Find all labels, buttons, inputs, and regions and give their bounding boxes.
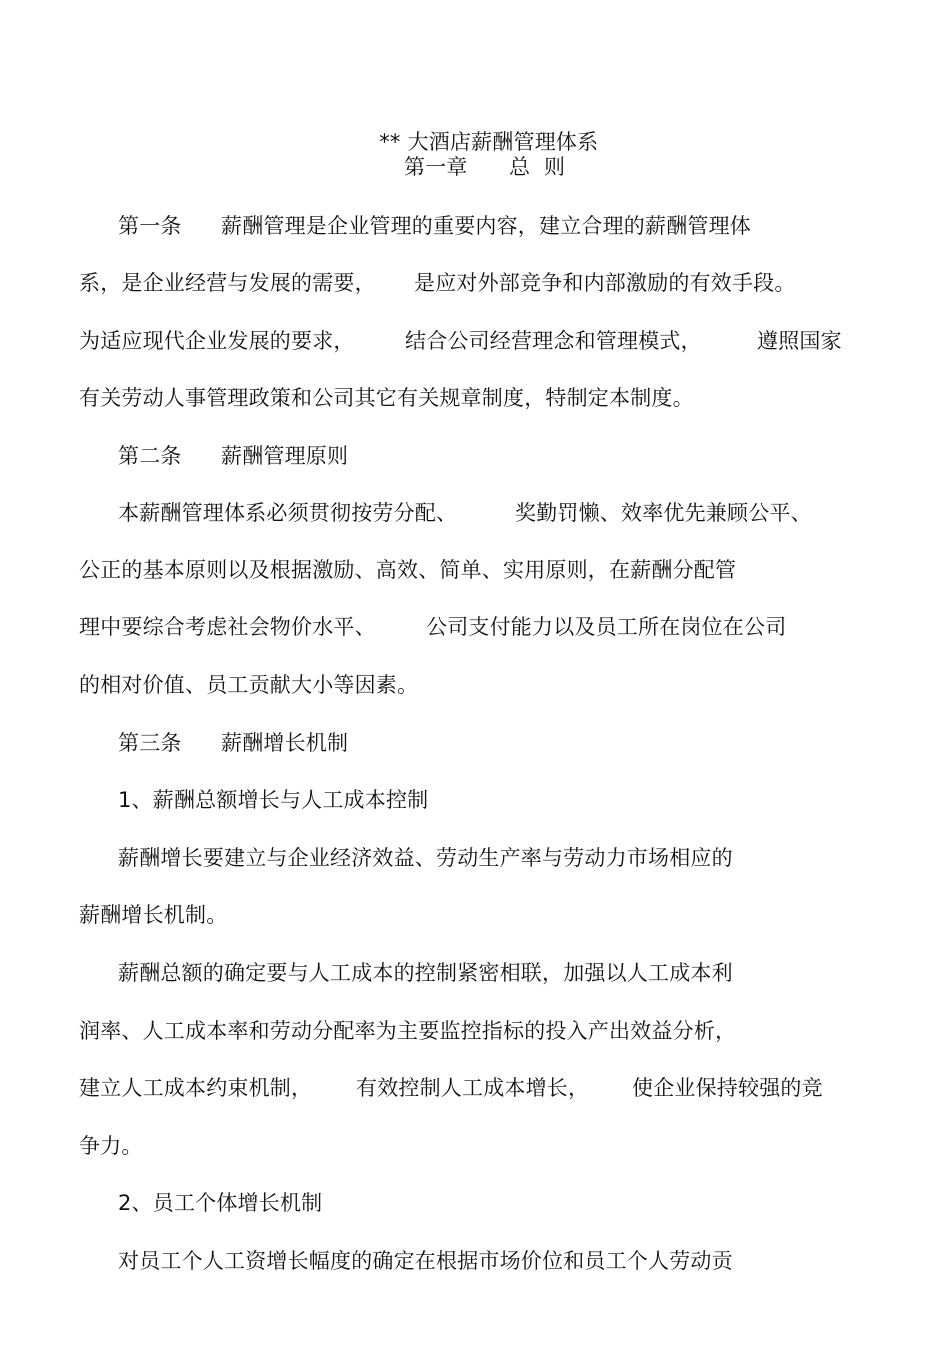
article-2-text: 本薪酬管理体系必须贯彻按劳分配、 xyxy=(118,501,458,525)
subsection-heading: 2、员工个体增长机制 xyxy=(118,1191,323,1215)
article-2-text: 公正的基本原则以及根据激励、高效、简单、实用原则，在薪酬分配管 xyxy=(79,558,737,582)
chapter-label: 第一章 xyxy=(404,155,468,179)
article-2-text: 的相对价值、员工贡献大小等因素。 xyxy=(79,673,419,697)
article-2-title: 薪酬管理原则 xyxy=(221,444,349,468)
article-1-text: 有关劳动人事管理政策和公司其它有关规章制度，特制定本制度。 xyxy=(79,386,694,410)
chapter-name: 总 则 xyxy=(509,155,566,179)
article-3-p3-line-1 xyxy=(0,1245,950,1277)
paragraph-text: 薪酬增长机制。 xyxy=(79,903,228,927)
article-1-line-4 xyxy=(0,382,950,414)
article-2-heading xyxy=(0,440,950,472)
chapter-heading xyxy=(0,151,950,183)
paragraph-text: 有效控制人工成本增长， xyxy=(356,1076,590,1100)
article-2-line-1 xyxy=(0,497,950,529)
article-3-p2-line-4 xyxy=(0,1130,950,1162)
article-2-line-3 xyxy=(0,611,950,643)
article-1-text: 是应对外部竞争和内部激励的有效手段。 xyxy=(414,271,796,295)
article-3-p1-line-2 xyxy=(0,899,950,931)
subsection-heading: 1、薪酬总额增长与人工成本控制 xyxy=(118,788,429,812)
article-1-label: 第一条 xyxy=(118,214,182,238)
article-1-text: 薪酬管理是企业管理的重要内容，建立合理的薪酬管理体 xyxy=(221,214,751,238)
article-1-text: 遵照国家 xyxy=(757,329,842,353)
article-3-p2-line-2 xyxy=(0,1015,950,1047)
paragraph-text: 润率、人工成本率和劳动分配率为主要监控指标的投入产出效益分析， xyxy=(79,1019,737,1043)
article-3-label: 第三条 xyxy=(118,731,182,755)
article-1-text: 结合公司经营理念和管理模式， xyxy=(405,329,702,353)
article-2-line-4 xyxy=(0,669,950,701)
paragraph-text: 薪酬总额的确定要与人工成本的控制紧密相联，加强以人工成本利 xyxy=(118,961,733,985)
paragraph-text: 对员工个人工资增长幅度的确定在根据市场价位和员工个人劳动贡 xyxy=(118,1249,733,1273)
article-2-line-2 xyxy=(0,554,950,586)
article-3-title: 薪酬增长机制 xyxy=(221,731,349,755)
article-1-line-2 xyxy=(0,267,950,299)
article-2-text: 公司支付能力以及员工所在岗位在公司 xyxy=(426,615,787,639)
article-2-text: 奖勤罚懒、效率优先兼顾公平、 xyxy=(515,501,812,525)
paragraph-text: 建立人工成本约束机制， xyxy=(79,1076,313,1100)
document-title xyxy=(0,94,950,154)
paragraph-text: 争力。 xyxy=(79,1134,143,1158)
article-3-heading xyxy=(0,727,950,759)
article-3-p2-line-3 xyxy=(0,1072,950,1104)
article-1-line-1 xyxy=(0,210,950,242)
title-text: ** 大酒店薪酬管理体系 xyxy=(379,130,599,154)
paragraph-text: 使企业保持较强的竞 xyxy=(632,1076,823,1100)
paragraph-text: 薪酬增长要建立与企业经济效益、劳动生产率与劳动力市场相应的 xyxy=(118,846,733,870)
article-3-item-1 xyxy=(0,784,950,816)
article-3-p2-line-1 xyxy=(0,957,950,989)
article-1-line-3 xyxy=(0,325,950,357)
article-1-text: 为适应现代企业发展的要求， xyxy=(79,329,355,353)
article-3-item-2 xyxy=(0,1187,950,1219)
article-3-p1-line-1 xyxy=(0,842,950,874)
article-2-label: 第二条 xyxy=(118,444,182,468)
article-1-text: 系，是企业经营与发展的需要， xyxy=(79,271,376,295)
article-2-text: 理中要综合考虑社会物价水平、 xyxy=(79,615,376,639)
